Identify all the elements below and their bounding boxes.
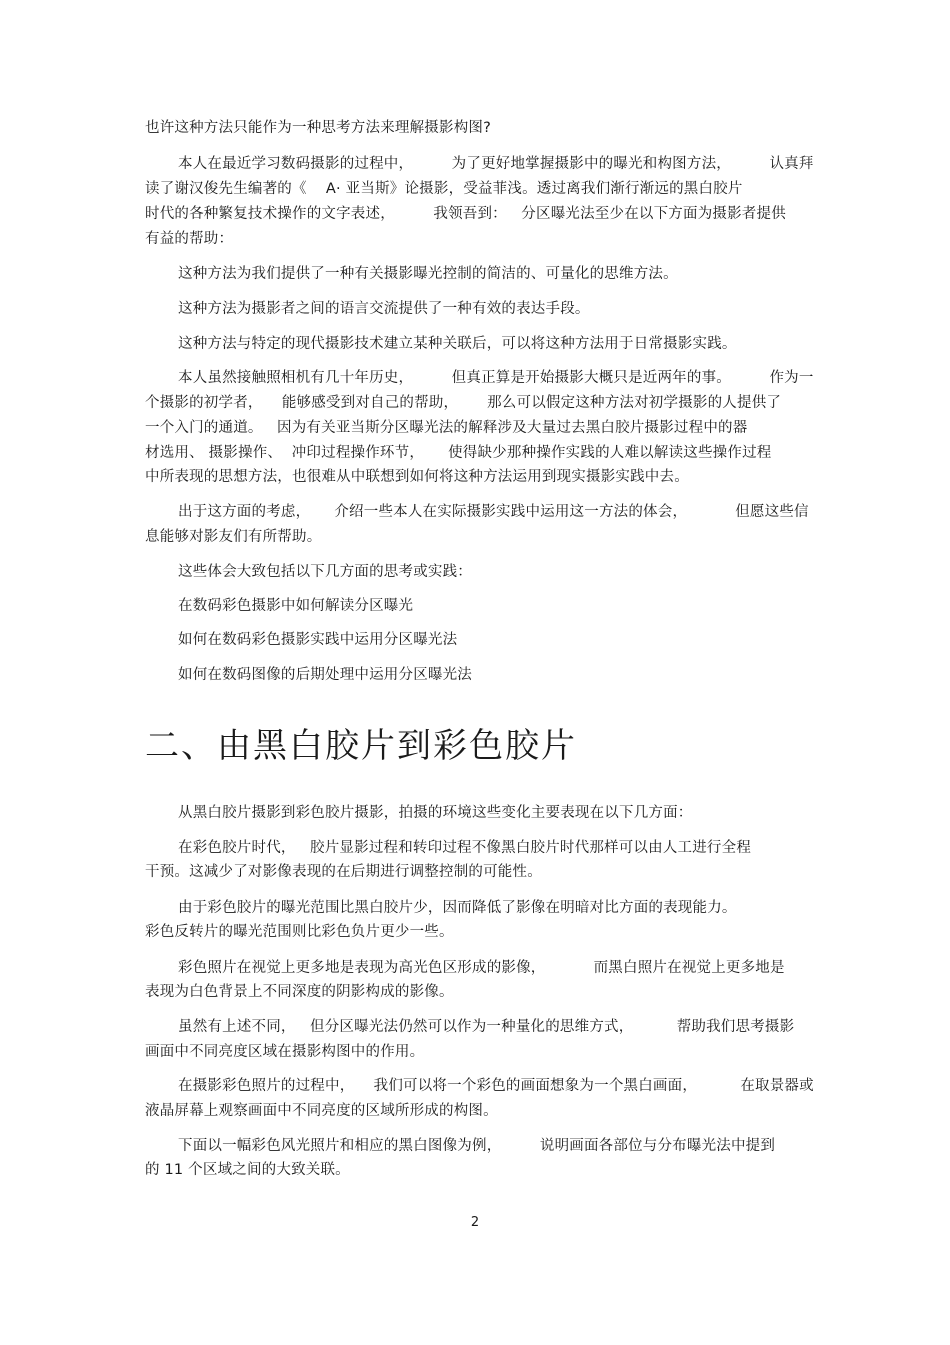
text-line: 在彩色胶片时代， 胶片显影过程和转印过程不像黑白胶片时代那样可以由人工进行全程 [178,840,752,856]
text-line: 材选用、 摄影操作、 冲印过程操作环节， 使得缺少那种操作实践的人难以解读这些操作过程 [145,445,772,461]
text-line: 读了谢汉俊先生编著的《 A· 亚当斯》论摄影，受益菲浅。透过离我们渐行渐远的黑白胶片 [145,181,743,197]
text-line: 干预。这减少了对影像表现的在后期进行调整控制的可能性。 [145,864,542,880]
text-line: 一个入门的通道。 因为有关亚当斯分区曝光法的解释涉及大量过去黑白胶片摄影过程中的器 [145,420,748,436]
section-heading: 二、由黑白胶片到彩色胶片 [145,726,577,766]
text-line: 这种方法与特定的现代摄影技术建立某种关联后，可以将这种方法用于日常摄影实践。 [178,336,737,352]
text-line: 下面以一幅彩色风光照片和相应的黑白图像为例， 说明画面各部位与分布曝光法中提到 [178,1138,776,1154]
list-item: 在数码彩色摄影中如何解读分区曝光 [178,598,414,614]
text-line: 出于这方面的考虑， 介绍一些本人在实际摄影实践中运用这一方法的体会， 但愿这些信 [178,504,809,520]
text-line: 画面中不同亮度区域在摄影构图中的作用。 [145,1044,425,1060]
text-line: 有益的帮助： [145,231,234,247]
text-line: 个摄影的初学者， 能够感受到对自己的帮助， 那么可以假定这种方法对初学摄影的人提供了 [145,395,782,411]
text-line: 表现为白色背景上不同深度的阴影构成的影像。 [145,984,454,1000]
text-line: 本人在最近学习数码摄影的过程中， 为了更好地掌握摄影中的曝光和构图方法， 认真拜 [178,156,814,172]
text-line: 这种方法为摄影者之间的语言交流提供了一种有效的表达手段。 [178,301,590,317]
text-line: 中所表现的思想方法，也很难从中联想到如何将这种方法运用到现实摄影实践中去。 [145,469,689,485]
text-line: 这些体会大致包括以下几方面的思考或实践： [178,564,472,580]
text-line: 息能够对影友们有所帮助。 [145,529,322,545]
text-line: 从黑白胶片摄影到彩色胶片摄影，拍摄的环境这些变化主要表现在以下几方面： [178,805,693,821]
text-line: 彩色反转片的曝光范围则比彩色负片更少一些。 [145,924,454,940]
page-number: 2 [470,1215,480,1230]
text-line: 液晶屏幕上观察画面中不同亮度的区域所形成的构图。 [145,1103,498,1119]
text-line: 在摄影彩色照片的过程中， 我们可以将一个彩色的画面想象为一个黑白画面， 在取景器或 [178,1078,814,1094]
text-line: 也许这种方法只能作为一种思考方法来理解摄影构图? [145,120,491,136]
text-line: 虽然有上述不同， 但分区曝光法仍然可以作为一种量化的思维方式， 帮助我们思考摄影 [178,1019,795,1035]
list-item: 如何在数码图像的后期处理中运用分区曝光法 [178,667,472,683]
text-line: 彩色照片在视觉上更多地是表现为高光色区形成的影像， 而黑白照片在视觉上更多地是 [178,960,785,976]
text-line: 这种方法为我们提供了一种有关摄影曝光控制的简洁的、可量化的思维方法。 [178,266,678,282]
text-line: 由于彩色胶片的曝光范围比黑白胶片少，因而降低了影像在明暗对比方面的表现能力。 [178,900,737,916]
text-line: 时代的各种繁复技术操作的文字表述， 我领吾到： 分区曝光法至少在以下方面为摄影者提供 [145,206,786,222]
text-line: 的 11 个区域之间的大致关联。 [145,1162,350,1178]
text-line: 本人虽然接触照相机有几十年历史， 但真正算是开始摄影大概只是近两年的事。 作为一 [178,370,814,386]
list-item: 如何在数码彩色摄影实践中运用分区曝光法 [178,632,458,648]
